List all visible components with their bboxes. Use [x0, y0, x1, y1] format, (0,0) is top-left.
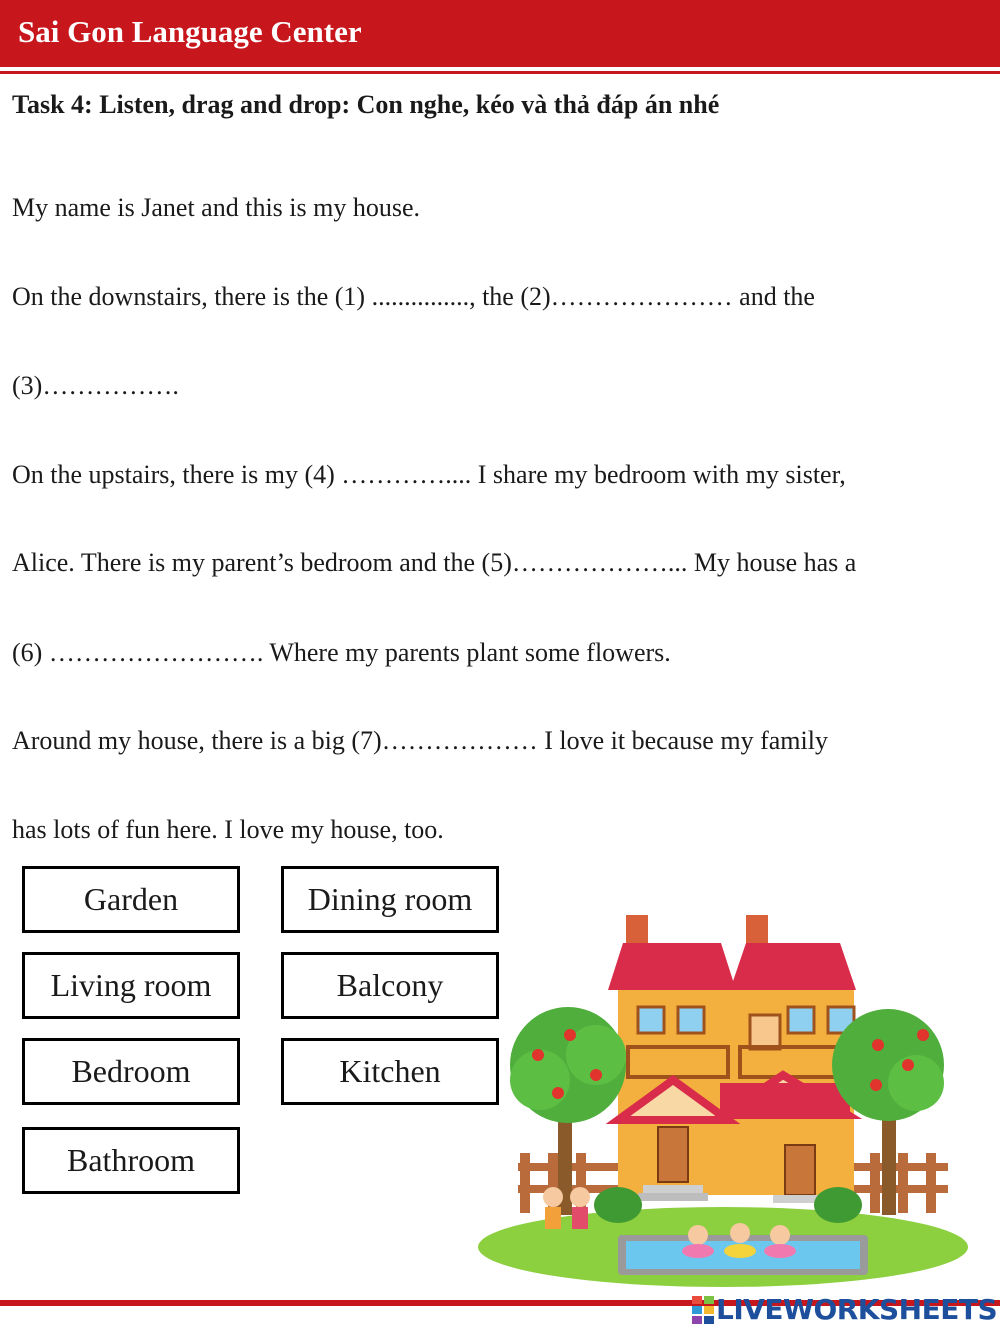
house-garden-illustration [478, 905, 983, 1290]
answer-card-balcony[interactable]: Balcony [281, 952, 499, 1019]
passage-line-3: (3)……………. [12, 371, 179, 400]
header-bar [0, 0, 1000, 67]
passage-line-5: Alice. There is my parent’s bedroom and the (5)………………... My house has a [12, 548, 857, 577]
answer-card-kitchen[interactable]: Kitchen [281, 1038, 499, 1105]
answer-card-bathroom[interactable]: Bathroom [22, 1127, 240, 1194]
passage-line-2: On the downstairs, there is the (1) ..............., the (2)………………… and the [12, 282, 815, 311]
passage-line-1: My name is Janet and this is my house. [12, 193, 421, 222]
passage-line-7: Around my house, there is a big (7)……………… I love it because my family [12, 726, 828, 755]
passage-line-4: On the upstairs, there is my (4) ………….... I share my bedroom with my sister, [12, 460, 846, 489]
center-title: Sai Gon Language Center [18, 14, 362, 49]
answer-card-living-room[interactable]: Living room [22, 952, 240, 1019]
answer-card-garden[interactable]: Garden [22, 866, 240, 933]
task-title: Task 4: Listen, drag and drop: Con nghe, kéo và thả đáp án nhé [12, 90, 720, 119]
answer-card-dining-room[interactable]: Dining room [281, 866, 499, 933]
passage-line-6: (6) ……………………. Where my parents plant some flowers. [12, 638, 671, 667]
answer-card-bedroom[interactable]: Bedroom [22, 1038, 240, 1105]
brand-name: LIVEWORKSHEETS [716, 1293, 998, 1326]
liveworksheets-mark-icon [692, 1296, 716, 1324]
header-divider [0, 71, 1000, 74]
liveworksheets-logo [692, 1293, 997, 1326]
passage-line-8: has lots of fun here. I love my house, too. [12, 815, 444, 844]
